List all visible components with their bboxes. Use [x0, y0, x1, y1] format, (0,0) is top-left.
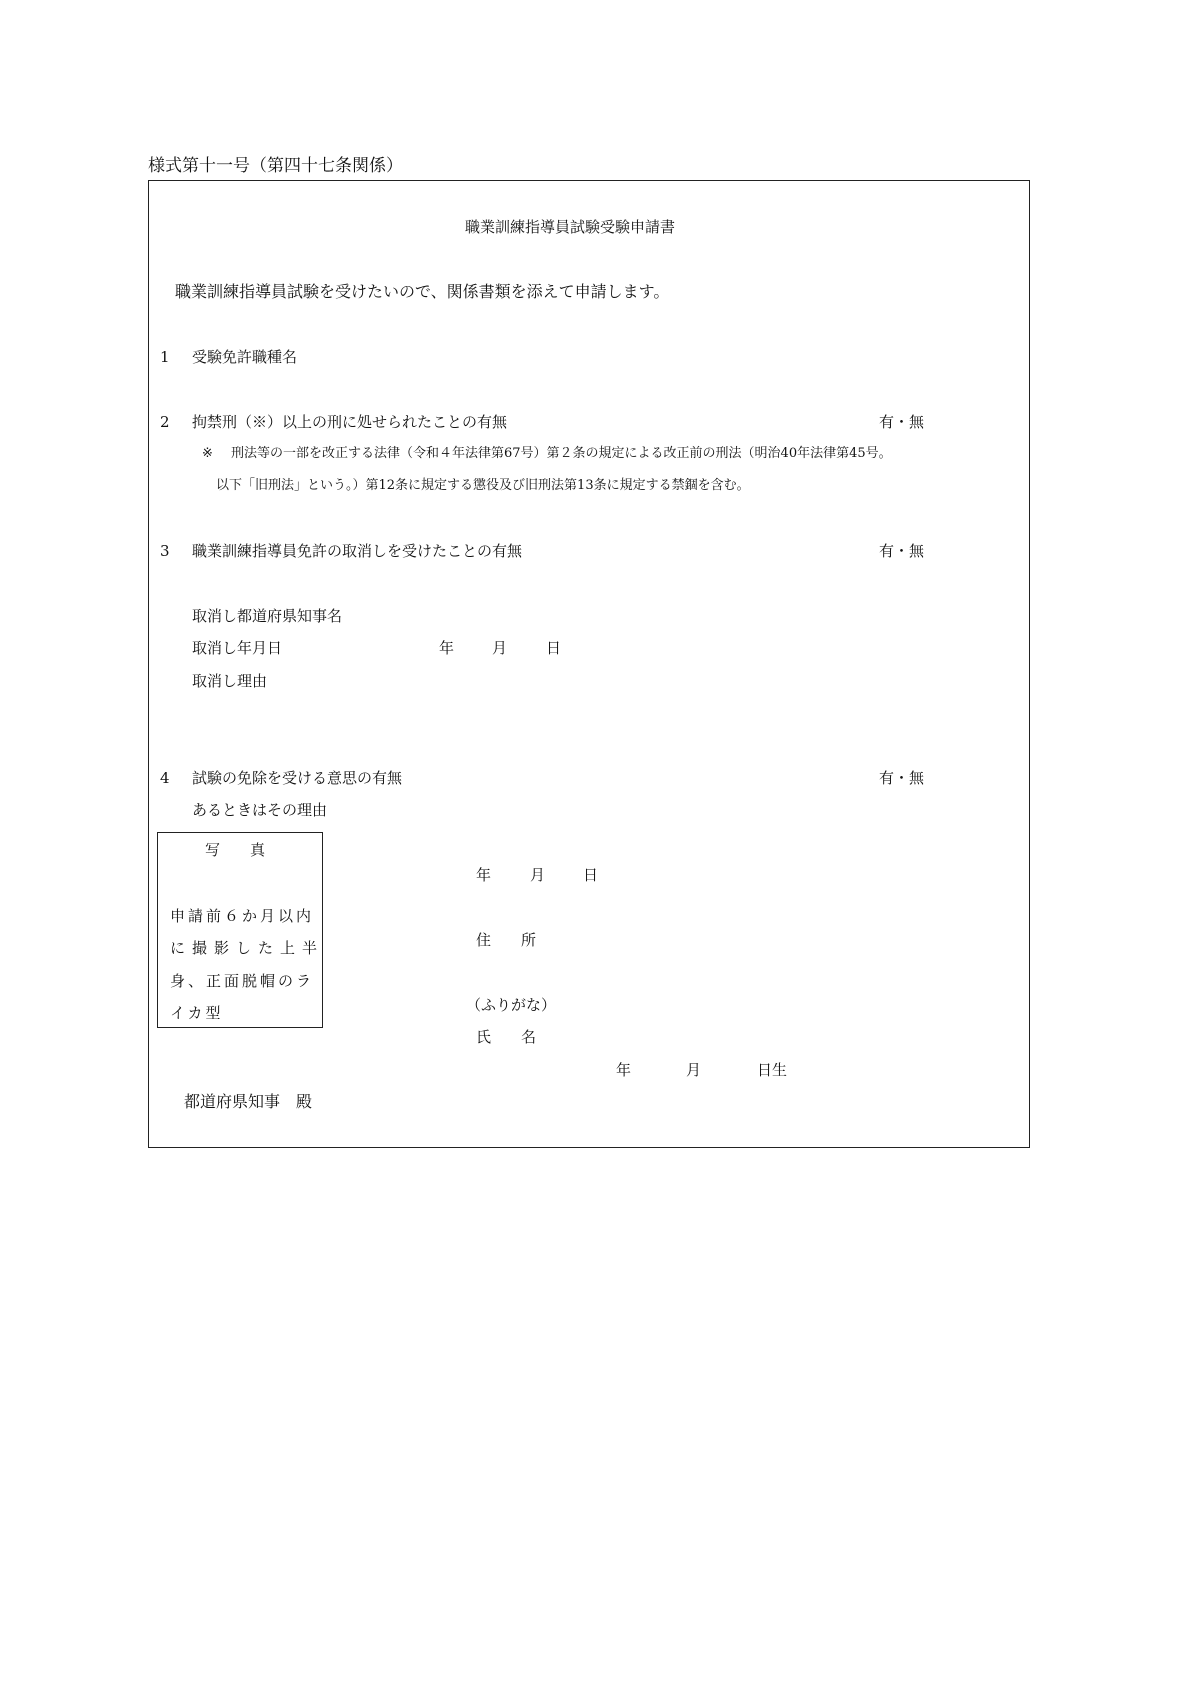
birth-month: 月: [686, 1061, 702, 1079]
birth-year: 年: [616, 1061, 632, 1079]
item3-number: 3: [160, 542, 170, 560]
form-title: 職業訓練指導員試験受験申請書: [465, 218, 676, 236]
item4-number: 4: [160, 769, 170, 787]
revocation-governor-label: 取消し都道府県知事名: [192, 607, 343, 625]
item2-note-mark: ※: [202, 446, 213, 461]
form-number-label: 様式第十一号（第四十七条関係）: [148, 156, 403, 176]
item3-label: 職業訓練指導員免許の取消しを受けたことの有無: [192, 542, 523, 560]
revocation-reason-label: 取消し理由: [192, 672, 268, 690]
furigana-label: （ふりがな）: [466, 996, 557, 1014]
item2-note-line1: 刑法等の一部を改正する法律（令和４年法律第67号）第２条の規定による改正前の刑法（明治40年法律第45号。: [231, 446, 892, 461]
item3-choice: 有・無: [879, 542, 925, 560]
item4-choice: 有・無: [879, 769, 925, 787]
exemption-reason-label: あるときはその理由: [192, 801, 328, 819]
application-day: 日: [583, 866, 599, 884]
name-label: 氏 名: [476, 1028, 537, 1046]
item2-label: 拘禁刑（※）以上の刑に処せられたことの有無: [192, 413, 508, 431]
photo-title: 写 真: [205, 841, 266, 859]
addressee: 都道府県知事 殿: [184, 1092, 313, 1111]
intro-text: 職業訓練指導員試験を受けたいので、関係書類を添えて申請します。: [175, 282, 670, 301]
item2-choice: 有・無: [879, 413, 925, 431]
photo-instruction-line3: 身、正面脱帽のラ: [170, 972, 315, 990]
item2-number: 2: [160, 413, 170, 431]
birth-day: 日生: [757, 1061, 788, 1079]
photo-box: [157, 832, 323, 1028]
revocation-month: 月: [492, 639, 508, 657]
photo-instruction-line2: に撮影した上半: [170, 939, 325, 957]
address-label: 住 所: [476, 931, 537, 949]
application-month: 月: [530, 866, 546, 884]
revocation-date-label: 取消し年月日: [192, 639, 283, 657]
item1-number: 1: [160, 348, 170, 366]
item1-label: 受験免許職種名: [192, 348, 298, 366]
item4-label: 試験の免除を受ける意思の有無: [192, 769, 403, 787]
revocation-year: 年: [439, 639, 455, 657]
revocation-day: 日: [546, 639, 562, 657]
item2-note-line2: 以下「旧刑法」という。）第12条に規定する懲役及び旧刑法第13条に規定する禁錮を含む。: [216, 478, 750, 493]
application-year: 年: [476, 866, 492, 884]
photo-instruction-line1: 申請前６か月以内: [170, 907, 315, 925]
photo-instruction-line4: イカ型: [170, 1004, 224, 1022]
